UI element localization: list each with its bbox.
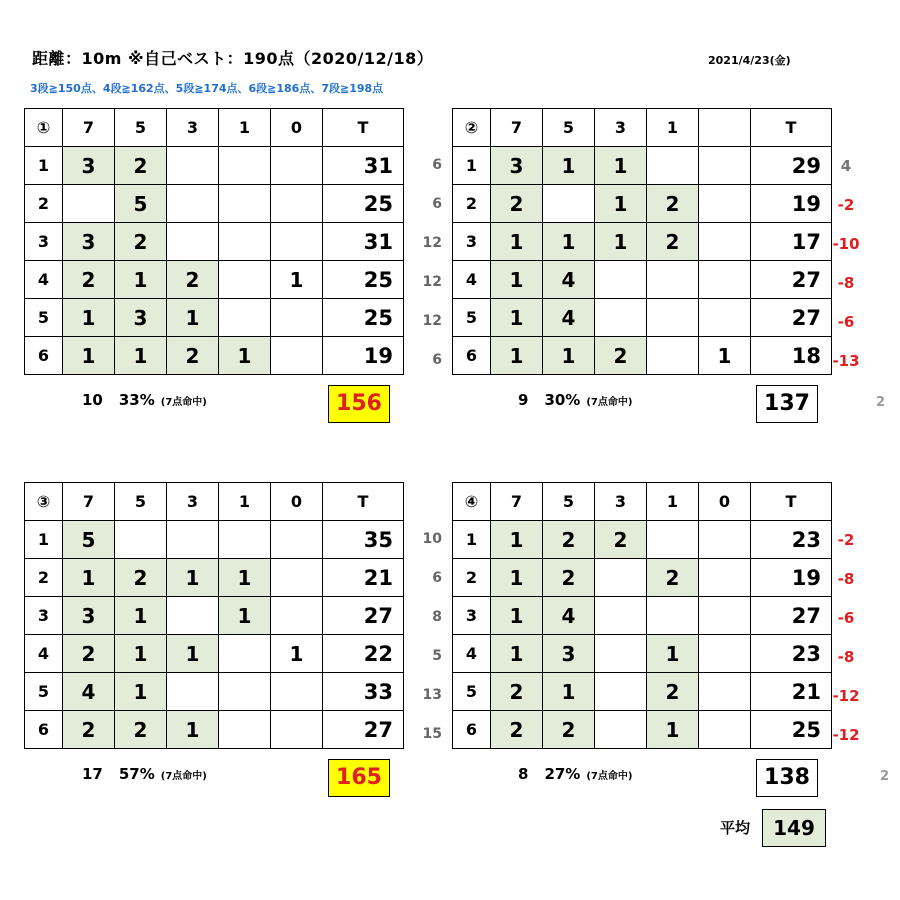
score-count — [219, 147, 271, 185]
end-total: 19 — [751, 559, 832, 597]
end-total: 25 — [323, 185, 404, 223]
end-number: 1 — [25, 521, 63, 559]
score-count — [271, 223, 323, 261]
table-row — [453, 521, 832, 559]
end-total: 29 — [751, 147, 832, 185]
end-total: 31 — [323, 147, 404, 185]
score-count: 2 — [167, 337, 219, 375]
round-marker: ③ — [25, 483, 63, 521]
table-row — [453, 147, 832, 185]
end-total: 27 — [323, 597, 404, 635]
score-count: 1 — [647, 711, 699, 749]
hit-percent: 33% — [118, 391, 155, 409]
score-count: 2 — [63, 711, 115, 749]
table-row — [453, 559, 832, 597]
score-count: 2 — [647, 185, 699, 223]
diff-value: -6 — [837, 313, 855, 331]
round-total: 156 — [328, 385, 390, 423]
average-label: 平均 — [720, 819, 751, 837]
table-row — [453, 185, 832, 223]
diff-value: -13 — [832, 352, 860, 370]
score-count: 2 — [543, 711, 595, 749]
score-count: 1 — [63, 299, 115, 337]
hit-count: 17 — [82, 765, 103, 783]
side-value: 5 — [432, 648, 442, 664]
score-count: 3 — [63, 147, 115, 185]
header-cell: 7 — [491, 109, 543, 147]
header-cell: 5 — [115, 109, 167, 147]
end-number: 6 — [453, 711, 491, 749]
side-value: 6 — [432, 196, 442, 212]
hit-note: (7点命中) — [160, 771, 207, 782]
header-cell: 5 — [543, 483, 595, 521]
score-count — [271, 597, 323, 635]
score-count — [699, 711, 751, 749]
score-count: 2 — [63, 261, 115, 299]
score-count — [647, 299, 699, 337]
extra-value: 2 — [880, 769, 890, 784]
score-count: 3 — [543, 635, 595, 673]
score-count — [699, 673, 751, 711]
diff-value: -2 — [837, 531, 855, 549]
diff-value: -12 — [832, 726, 860, 744]
score-table-2 — [452, 108, 832, 375]
table-header-row — [453, 483, 832, 521]
table-row — [25, 597, 404, 635]
score-count: 3 — [115, 299, 167, 337]
end-total: 35 — [323, 521, 404, 559]
table-header-row — [25, 109, 404, 147]
end-total: 18 — [751, 337, 832, 375]
score-count: 1 — [167, 635, 219, 673]
score-count — [219, 711, 271, 749]
rank-thresholds: 3段≧150点、4段≧162点、5段≧174点、6段≧186点、7段≧198点 — [30, 82, 384, 95]
header-cell: 3 — [595, 109, 647, 147]
header-cell: 3 — [595, 483, 647, 521]
end-number: 2 — [25, 185, 63, 223]
extra-value: 2 — [876, 395, 886, 410]
table-row — [453, 597, 832, 635]
side-value: 10 — [422, 531, 442, 547]
header-cell: 7 — [63, 109, 115, 147]
score-count — [167, 597, 219, 635]
score-count — [699, 299, 751, 337]
end-number: 3 — [453, 223, 491, 261]
score-count — [167, 147, 219, 185]
end-total: 21 — [751, 673, 832, 711]
score-count — [595, 711, 647, 749]
table-row — [25, 635, 404, 673]
end-number: 5 — [25, 299, 63, 337]
score-count: 1 — [219, 597, 271, 635]
table-row — [25, 147, 404, 185]
round-total: 165 — [328, 759, 390, 797]
score-count: 2 — [115, 559, 167, 597]
round-total: 137 — [756, 385, 818, 423]
table-row — [453, 711, 832, 749]
score-count: 5 — [115, 185, 167, 223]
score-count — [271, 521, 323, 559]
table-row — [453, 299, 832, 337]
score-count — [219, 223, 271, 261]
score-count: 5 — [63, 521, 115, 559]
score-table-3 — [24, 482, 404, 749]
header-cell: 1 — [647, 483, 699, 521]
score-count: 4 — [543, 597, 595, 635]
score-count: 1 — [595, 147, 647, 185]
score-count: 2 — [647, 673, 699, 711]
diff-value: -8 — [837, 274, 855, 292]
table-row — [25, 337, 404, 375]
score-count: 4 — [543, 299, 595, 337]
hit-summary — [82, 765, 207, 783]
diff-value: -12 — [832, 687, 860, 705]
header-cell: T — [751, 109, 832, 147]
score-count: 2 — [115, 223, 167, 261]
end-number: 4 — [453, 261, 491, 299]
round-total: 138 — [756, 759, 818, 797]
score-count: 1 — [167, 299, 219, 337]
score-count — [595, 597, 647, 635]
hit-percent: 27% — [544, 765, 581, 783]
score-count — [699, 185, 751, 223]
score-count — [167, 521, 219, 559]
score-count: 2 — [63, 635, 115, 673]
end-number: 5 — [453, 673, 491, 711]
end-total: 17 — [751, 223, 832, 261]
hit-count: 10 — [82, 391, 103, 409]
table-row — [453, 261, 832, 299]
score-count: 2 — [543, 559, 595, 597]
average-value: 149 — [762, 809, 826, 847]
header-cell: 5 — [543, 109, 595, 147]
page-title: 距離：10m ※自己ベスト：190点（2020/12/18） — [32, 49, 434, 68]
score-count: 1 — [595, 223, 647, 261]
end-number: 2 — [453, 559, 491, 597]
score-count — [219, 185, 271, 223]
end-total: 33 — [323, 673, 404, 711]
score-count: 4 — [543, 261, 595, 299]
score-count — [543, 185, 595, 223]
hit-note: (7点命中) — [586, 397, 633, 408]
table-row — [25, 673, 404, 711]
side-value: 12 — [422, 274, 442, 290]
side-value: 12 — [422, 313, 442, 329]
table-row — [25, 261, 404, 299]
score-count: 1 — [271, 635, 323, 673]
score-count: 4 — [63, 673, 115, 711]
end-total: 27 — [751, 261, 832, 299]
side-value: 6 — [432, 352, 442, 368]
header-cell: 7 — [491, 483, 543, 521]
end-number: 3 — [25, 597, 63, 635]
table-row — [25, 711, 404, 749]
diff-value: -8 — [837, 570, 855, 588]
score-count: 1 — [491, 521, 543, 559]
side-value: 13 — [422, 687, 442, 703]
hit-note: (7点命中) — [160, 397, 207, 408]
score-count — [699, 597, 751, 635]
score-count — [219, 261, 271, 299]
end-total: 31 — [323, 223, 404, 261]
hit-summary — [518, 765, 632, 783]
score-count: 1 — [491, 261, 543, 299]
score-count: 1 — [115, 673, 167, 711]
end-total: 22 — [323, 635, 404, 673]
table-row — [453, 635, 832, 673]
score-count: 2 — [491, 673, 543, 711]
score-count — [271, 337, 323, 375]
score-count: 1 — [219, 559, 271, 597]
score-count: 1 — [115, 597, 167, 635]
end-number: 1 — [453, 521, 491, 559]
score-count — [595, 261, 647, 299]
score-count — [699, 223, 751, 261]
table-row — [25, 559, 404, 597]
score-count: 1 — [491, 559, 543, 597]
end-number: 4 — [25, 635, 63, 673]
score-count — [219, 673, 271, 711]
score-count — [271, 711, 323, 749]
score-count — [595, 299, 647, 337]
table-row — [25, 223, 404, 261]
hit-note: (7点命中) — [586, 771, 633, 782]
score-count: 2 — [491, 711, 543, 749]
side-value: 8 — [432, 609, 442, 625]
end-number: 1 — [453, 147, 491, 185]
score-count — [699, 635, 751, 673]
score-count: 2 — [543, 521, 595, 559]
diff-value: -8 — [837, 648, 855, 666]
score-count — [271, 147, 323, 185]
score-count — [271, 673, 323, 711]
score-count: 1 — [115, 261, 167, 299]
end-total: 23 — [751, 521, 832, 559]
score-count: 1 — [219, 337, 271, 375]
score-count — [167, 185, 219, 223]
side-value: 15 — [422, 726, 442, 742]
score-count: 1 — [595, 185, 647, 223]
end-number: 4 — [25, 261, 63, 299]
diff-value: -10 — [832, 235, 860, 253]
table-row — [453, 673, 832, 711]
end-number: 3 — [453, 597, 491, 635]
header-cell: 0 — [271, 483, 323, 521]
score-count — [271, 299, 323, 337]
end-total: 27 — [323, 711, 404, 749]
hit-count: 9 — [518, 391, 529, 409]
score-count: 1 — [543, 673, 595, 711]
score-count — [219, 635, 271, 673]
score-count: 1 — [271, 261, 323, 299]
end-number: 5 — [25, 673, 63, 711]
score-count — [219, 299, 271, 337]
score-table-4 — [452, 482, 832, 749]
round-marker: ① — [25, 109, 63, 147]
end-total: 25 — [751, 711, 832, 749]
diff-value: -6 — [837, 609, 855, 627]
end-total: 19 — [751, 185, 832, 223]
score-count: 1 — [63, 337, 115, 375]
header-cell: T — [751, 483, 832, 521]
score-count: 2 — [115, 711, 167, 749]
end-total: 25 — [323, 299, 404, 337]
end-total: 27 — [751, 299, 832, 337]
header-cell: T — [323, 109, 404, 147]
side-value: 6 — [432, 157, 442, 173]
score-count: 2 — [491, 185, 543, 223]
score-count: 1 — [543, 223, 595, 261]
header-cell: 3 — [167, 109, 219, 147]
score-count — [595, 673, 647, 711]
end-number: 4 — [453, 635, 491, 673]
end-number: 1 — [25, 147, 63, 185]
end-number: 5 — [453, 299, 491, 337]
hit-summary — [82, 391, 207, 409]
score-count: 1 — [543, 147, 595, 185]
score-count — [699, 521, 751, 559]
header-cell: 3 — [167, 483, 219, 521]
hit-percent: 57% — [118, 765, 155, 783]
score-count — [271, 185, 323, 223]
header-cell: 1 — [219, 109, 271, 147]
header-cell: T — [323, 483, 404, 521]
score-count: 1 — [167, 559, 219, 597]
score-count — [167, 673, 219, 711]
score-table-1 — [24, 108, 404, 375]
table-header-row — [453, 109, 832, 147]
score-count: 2 — [595, 521, 647, 559]
score-count: 2 — [115, 147, 167, 185]
score-count: 2 — [595, 337, 647, 375]
score-count — [219, 521, 271, 559]
score-count: 1 — [647, 635, 699, 673]
header-cell: 0 — [271, 109, 323, 147]
header-cell — [699, 109, 751, 147]
diff-value: -2 — [837, 196, 855, 214]
score-count: 1 — [699, 337, 751, 375]
score-count: 1 — [491, 337, 543, 375]
score-count — [699, 147, 751, 185]
score-count — [647, 147, 699, 185]
end-total: 25 — [323, 261, 404, 299]
header-cell: 0 — [699, 483, 751, 521]
end-total: 21 — [323, 559, 404, 597]
score-count: 1 — [115, 337, 167, 375]
score-count: 1 — [491, 597, 543, 635]
score-count: 2 — [647, 223, 699, 261]
score-count: 2 — [647, 559, 699, 597]
score-count: 2 — [167, 261, 219, 299]
table-header-row — [25, 483, 404, 521]
round-marker: ④ — [453, 483, 491, 521]
table-row — [25, 521, 404, 559]
side-value: 6 — [432, 570, 442, 586]
diff-value: 4 — [840, 157, 852, 175]
score-count — [647, 337, 699, 375]
score-count — [647, 261, 699, 299]
score-count: 3 — [63, 223, 115, 261]
score-count — [699, 261, 751, 299]
score-count — [647, 597, 699, 635]
hit-count: 8 — [518, 765, 529, 783]
score-count: 1 — [491, 635, 543, 673]
end-number: 3 — [25, 223, 63, 261]
date-label: 2021/4/23(金) — [708, 54, 791, 67]
header-cell: 1 — [219, 483, 271, 521]
score-count: 1 — [167, 711, 219, 749]
end-number: 6 — [25, 711, 63, 749]
end-total: 23 — [751, 635, 832, 673]
end-number: 6 — [25, 337, 63, 375]
table-row — [25, 299, 404, 337]
round-marker: ② — [453, 109, 491, 147]
header-cell: 1 — [647, 109, 699, 147]
score-count — [595, 635, 647, 673]
header-cell: 5 — [115, 483, 167, 521]
side-value: 12 — [422, 235, 442, 251]
table-row — [453, 337, 832, 375]
score-count — [115, 521, 167, 559]
score-count — [167, 223, 219, 261]
score-count: 1 — [491, 299, 543, 337]
score-count: 3 — [63, 597, 115, 635]
hit-summary — [518, 391, 632, 409]
score-count — [63, 185, 115, 223]
score-count: 1 — [115, 635, 167, 673]
score-count — [647, 521, 699, 559]
score-count: 1 — [63, 559, 115, 597]
end-number: 2 — [25, 559, 63, 597]
end-total: 19 — [323, 337, 404, 375]
end-number: 2 — [453, 185, 491, 223]
score-count — [595, 559, 647, 597]
end-total: 27 — [751, 597, 832, 635]
end-number: 6 — [453, 337, 491, 375]
score-count: 1 — [491, 223, 543, 261]
score-count: 3 — [491, 147, 543, 185]
score-count — [271, 559, 323, 597]
score-count — [699, 559, 751, 597]
table-row — [25, 185, 404, 223]
table-row — [453, 223, 832, 261]
score-count: 1 — [543, 337, 595, 375]
hit-percent: 30% — [544, 391, 581, 409]
header-cell: 7 — [63, 483, 115, 521]
